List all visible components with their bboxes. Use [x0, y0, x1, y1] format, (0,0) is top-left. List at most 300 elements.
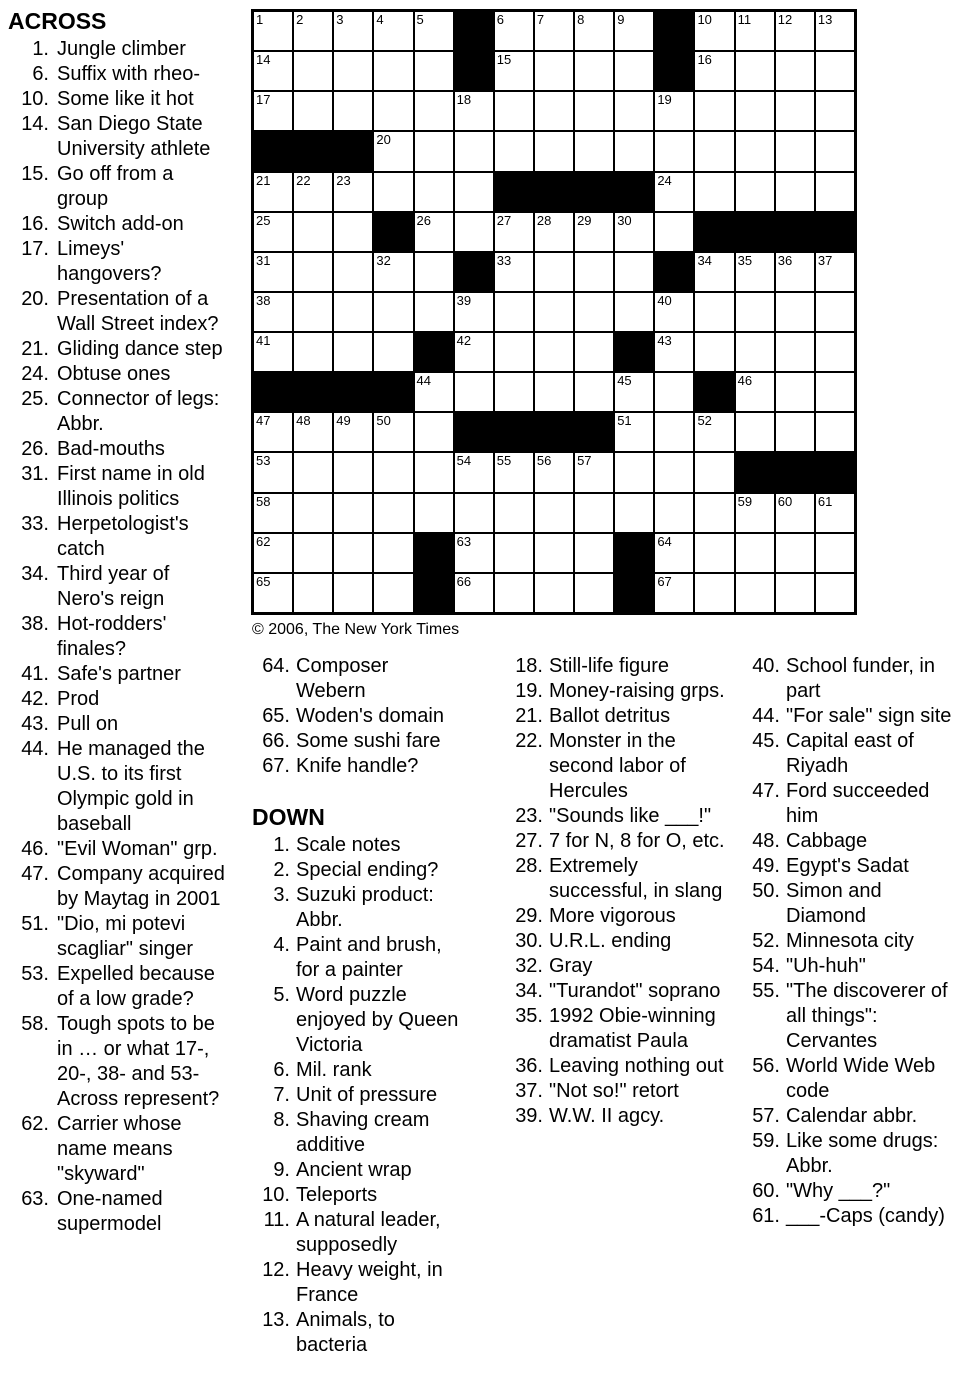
- grid-cell-7-12[interactable]: [695, 253, 733, 291]
- cell-number: 49: [336, 413, 351, 429]
- clue-down-23: [505, 804, 726, 829]
- grid-cell-11-14[interactable]: [776, 413, 814, 451]
- grid-cell-10-6[interactable]: [455, 373, 493, 411]
- grid-cell-13-3[interactable]: [334, 494, 372, 532]
- clue-down-36: [505, 1054, 726, 1079]
- grid-cell-7-1[interactable]: [254, 253, 292, 291]
- clue-across-38: [8, 612, 229, 662]
- grid-cell-5-12[interactable]: [695, 173, 733, 211]
- clue-down-49: [742, 854, 958, 879]
- grid-cell-4-5[interactable]: [415, 132, 453, 170]
- clue-number: 11.: [263, 1209, 290, 1231]
- clue-down-4: [252, 933, 462, 983]
- grid-cell-4-7[interactable]: [495, 132, 533, 170]
- grid-cell-11-13[interactable]: [736, 413, 774, 451]
- clue-down-5: [252, 983, 462, 1058]
- grid-cell-13-9[interactable]: [575, 494, 613, 532]
- grid-cell-6-7[interactable]: [495, 213, 533, 251]
- grid-cell-12-3[interactable]: [334, 453, 372, 491]
- clue-across-15: [8, 162, 229, 212]
- clue-across-66: [252, 729, 462, 754]
- clue-number: 19.: [515, 680, 543, 702]
- grid-cell-6-11[interactable]: [655, 213, 693, 251]
- grid-cell-13-12[interactable]: [695, 494, 733, 532]
- grid-cell-5-15[interactable]: [816, 173, 854, 211]
- grid-cell-5-14[interactable]: [776, 173, 814, 211]
- grid-cell-12-12[interactable]: [695, 453, 733, 491]
- grid-cell-15-8[interactable]: [535, 574, 573, 612]
- grid-cell-8-7[interactable]: [495, 293, 533, 331]
- grid-cell-3-12[interactable]: [695, 92, 733, 130]
- grid-cell-15-14[interactable]: [776, 574, 814, 612]
- clue-across-6: [8, 62, 229, 87]
- grid-cell-8-9[interactable]: [575, 293, 613, 331]
- grid-cell-9-13[interactable]: [736, 333, 774, 371]
- clue-text: Scale notes: [296, 834, 401, 856]
- grid-cell-15-9[interactable]: [575, 574, 613, 612]
- grid-cell-10-7[interactable]: [495, 373, 533, 411]
- cell-number: 18: [456, 92, 472, 108]
- grid-cell-9-12[interactable]: [695, 333, 733, 371]
- grid-cell-9-14[interactable]: [776, 333, 814, 371]
- down-clue-list-2: [505, 654, 726, 1129]
- cell-number: 33: [496, 252, 512, 268]
- grid-cell-5-1[interactable]: [254, 173, 292, 211]
- grid-cell-9-8[interactable]: [535, 333, 573, 371]
- grid-cell-7-13[interactable]: [736, 253, 774, 291]
- clue-text: Switch add-on: [57, 213, 184, 235]
- grid-cell-5-2[interactable]: [294, 173, 332, 211]
- cell-number: 48: [296, 413, 311, 429]
- clue-number: 47.: [752, 780, 780, 802]
- grid-cell-3-14[interactable]: [776, 92, 814, 130]
- grid-cell-8-1[interactable]: [254, 293, 292, 331]
- cell-number: 15: [496, 52, 512, 68]
- grid-cell-12-1[interactable]: [254, 453, 292, 491]
- clue-text: World Wide Web code: [786, 1055, 936, 1102]
- cell-number: 14: [256, 52, 271, 68]
- across-clues-column: [8, 8, 229, 1237]
- grid-cell-13-2[interactable]: [294, 494, 332, 532]
- grid-cell-12-7[interactable]: [495, 453, 533, 491]
- clue-down-55: [742, 979, 958, 1054]
- grid-cell-12-6[interactable]: [455, 453, 493, 491]
- grid-cell-3-9[interactable]: [575, 92, 613, 130]
- grid-cell-14-12[interactable]: [695, 534, 733, 572]
- clue-text: Suffix with rheo-: [57, 63, 201, 85]
- clue-across-31: [8, 462, 229, 512]
- clue-number: 7.: [273, 1084, 290, 1106]
- grid-cell-14-8[interactable]: [535, 534, 573, 572]
- grid-cell-12-10[interactable]: [615, 453, 653, 491]
- grid-cell-14-1[interactable]: [254, 534, 292, 572]
- grid-cell-11-15[interactable]: [816, 413, 854, 451]
- clue-text: Connector of legs: Abbr.: [57, 388, 220, 435]
- grid-cell-14-4[interactable]: [374, 534, 412, 572]
- grid-cell-2-3[interactable]: [334, 52, 372, 90]
- grid-cell-8-2[interactable]: [294, 293, 332, 331]
- grid-cell-5-4[interactable]: [374, 173, 412, 211]
- grid-cell-1-1[interactable]: [254, 12, 292, 50]
- across-clue-list-1: [8, 37, 229, 1237]
- grid-cell-11-2[interactable]: [294, 413, 332, 451]
- grid-cell-9-4[interactable]: [374, 333, 412, 371]
- clue-text: Herpetologist's catch: [57, 513, 189, 560]
- cell-number: 58: [256, 493, 271, 509]
- grid-cell-13-6[interactable]: [455, 494, 493, 532]
- grid-cell-13-1[interactable]: [254, 494, 292, 532]
- grid-cell-8-12[interactable]: [695, 293, 733, 331]
- cell-number: 38: [256, 292, 271, 308]
- grid-cell-4-13[interactable]: [736, 132, 774, 170]
- grid-cell-10-13[interactable]: [736, 373, 774, 411]
- grid-cell-10-9[interactable]: [575, 373, 613, 411]
- grid-cell-12-9[interactable]: [575, 453, 613, 491]
- clue-number: 31.: [21, 463, 49, 485]
- grid-cell-4-6[interactable]: [455, 132, 493, 170]
- cell-number: 16: [697, 52, 712, 68]
- clue-number: 21.: [21, 338, 49, 360]
- grid-cell-1-13[interactable]: [736, 12, 774, 50]
- grid-cell-7-5[interactable]: [415, 253, 453, 291]
- clue-number: 25.: [21, 388, 49, 410]
- grid-cell-2-2[interactable]: [294, 52, 332, 90]
- grid-cell-7-9[interactable]: [575, 253, 613, 291]
- grid-cell-2-8[interactable]: [535, 52, 573, 90]
- grid-cell-3-3[interactable]: [334, 92, 372, 130]
- grid-cell-1-12[interactable]: [695, 12, 733, 50]
- clue-number: 55.: [752, 980, 780, 1002]
- clue-text: "Turandot" soprano: [549, 980, 721, 1002]
- grid-cell-9-6[interactable]: [455, 333, 493, 371]
- black-square: [575, 173, 613, 211]
- clue-number: 54.: [752, 955, 780, 977]
- grid-cell-5-13[interactable]: [736, 173, 774, 211]
- clue-across-51: [8, 912, 229, 962]
- clue-text: Leaving nothing out: [549, 1055, 724, 1077]
- cell-number: 1: [256, 12, 264, 27]
- cell-number: 62: [256, 533, 271, 549]
- grid-cell-2-7[interactable]: [495, 52, 533, 90]
- clue-text: U.R.L. ending: [549, 930, 672, 952]
- grid-cell-6-9[interactable]: [575, 213, 613, 251]
- grid-cell-8-14[interactable]: [776, 293, 814, 331]
- clue-down-28: [505, 854, 726, 904]
- grid-cell-7-2[interactable]: [294, 253, 332, 291]
- grid-cell-1-8[interactable]: [535, 12, 573, 50]
- clue-down-37: [505, 1079, 726, 1104]
- clue-number: 44.: [752, 705, 780, 727]
- clue-number: 59.: [752, 1130, 780, 1152]
- grid-cell-15-11[interactable]: [655, 574, 693, 612]
- black-square: [415, 574, 453, 612]
- clue-text: Extremely successful, in slang: [549, 855, 723, 902]
- grid-cell-2-14[interactable]: [776, 52, 814, 90]
- grid-cell-12-11[interactable]: [655, 453, 693, 491]
- clue-number: 64.: [262, 655, 290, 677]
- grid-cell-14-13[interactable]: [736, 534, 774, 572]
- grid-cell-6-8[interactable]: [535, 213, 573, 251]
- grid-cell-6-10[interactable]: [615, 213, 653, 251]
- grid-cell-5-3[interactable]: [334, 173, 372, 211]
- grid-cell-3-1[interactable]: [254, 92, 292, 130]
- black-square: [495, 413, 533, 451]
- grid-cell-3-4[interactable]: [374, 92, 412, 130]
- grid-cell-7-15[interactable]: [816, 253, 854, 291]
- clue-down-29: [505, 904, 726, 929]
- grid-cell-9-9[interactable]: [575, 333, 613, 371]
- grid-cell-7-8[interactable]: [535, 253, 573, 291]
- cell-number: 29: [577, 212, 592, 228]
- grid-cell-12-2[interactable]: [294, 453, 332, 491]
- black-square: [695, 373, 733, 411]
- clue-text: Shaving cream additive: [296, 1109, 430, 1156]
- grid-cell-9-11[interactable]: [655, 333, 693, 371]
- cell-number: 51: [617, 413, 632, 429]
- grid-cell-8-8[interactable]: [535, 293, 573, 331]
- grid-cell-3-11[interactable]: [655, 92, 693, 130]
- grid-cell-13-13[interactable]: [736, 494, 774, 532]
- grid-cell-4-14[interactable]: [776, 132, 814, 170]
- clue-number: 24.: [21, 363, 49, 385]
- grid-cell-14-15[interactable]: [816, 534, 854, 572]
- grid-cell-11-11[interactable]: [655, 413, 693, 451]
- grid-cell-9-3[interactable]: [334, 333, 372, 371]
- grid-cell-7-3[interactable]: [334, 253, 372, 291]
- grid-cell-3-2[interactable]: [294, 92, 332, 130]
- clue-number: 27.: [515, 830, 543, 852]
- grid-cell-7-10[interactable]: [615, 253, 653, 291]
- clue-text: Jungle climber: [57, 38, 186, 60]
- grid-cell-9-15[interactable]: [816, 333, 854, 371]
- grid-cell-15-4[interactable]: [374, 574, 412, 612]
- clue-text: Simon and Diamond: [786, 880, 882, 927]
- grid-cell-9-2[interactable]: [294, 333, 332, 371]
- black-square: [415, 333, 453, 371]
- grid-cell-6-3[interactable]: [334, 213, 372, 251]
- grid-cell-2-4[interactable]: [374, 52, 412, 90]
- clue-text: Prod: [57, 688, 100, 710]
- clue-across-20: [8, 287, 229, 337]
- clue-number: 10.: [262, 1184, 290, 1206]
- grid-cell-14-3[interactable]: [334, 534, 372, 572]
- grid-cell-14-2[interactable]: [294, 534, 332, 572]
- grid-cell-15-13[interactable]: [736, 574, 774, 612]
- grid-cell-5-5[interactable]: [415, 173, 453, 211]
- grid-cell-11-1[interactable]: [254, 413, 292, 451]
- black-square: [254, 373, 292, 411]
- grid-cell-15-2[interactable]: [294, 574, 332, 612]
- grid-cell-11-10[interactable]: [615, 413, 653, 451]
- grid-cell-3-13[interactable]: [736, 92, 774, 130]
- grid-cell-4-11[interactable]: [655, 132, 693, 170]
- clue-number: 16.: [21, 213, 49, 235]
- clue-number: 61.: [752, 1205, 780, 1227]
- grid-cell-13-14[interactable]: [776, 494, 814, 532]
- grid-cell-10-14[interactable]: [776, 373, 814, 411]
- clue-number: 28.: [515, 855, 543, 877]
- grid-cell-9-7[interactable]: [495, 333, 533, 371]
- grid-cell-10-8[interactable]: [535, 373, 573, 411]
- grid-cell-8-5[interactable]: [415, 293, 453, 331]
- grid-cell-8-11[interactable]: [655, 293, 693, 331]
- grid-cell-1-15[interactable]: [816, 12, 854, 50]
- black-square: [816, 213, 854, 251]
- grid-cell-15-12[interactable]: [695, 574, 733, 612]
- grid-cell-4-12[interactable]: [695, 132, 733, 170]
- cell-number: 56: [536, 453, 552, 469]
- grid-cell-2-9[interactable]: [575, 52, 613, 90]
- clue-text: Woden's domain: [296, 705, 444, 727]
- clue-text: Still-life figure: [549, 655, 670, 677]
- clue-text: Animals, to bacteria: [296, 1309, 395, 1356]
- grid-cell-10-10[interactable]: [615, 373, 653, 411]
- grid-cell-2-15[interactable]: [816, 52, 854, 90]
- cell-number: 7: [536, 12, 545, 27]
- black-square: [776, 213, 814, 251]
- grid-cell-6-5[interactable]: [415, 213, 453, 251]
- grid-cell-8-4[interactable]: [374, 293, 412, 331]
- grid-cell-7-7[interactable]: [495, 253, 533, 291]
- black-square: [455, 413, 493, 451]
- grid-cell-10-15[interactable]: [816, 373, 854, 411]
- grid-cell-5-11[interactable]: [655, 173, 693, 211]
- grid-cell-10-5[interactable]: [415, 373, 453, 411]
- cell-number: 32: [376, 252, 391, 268]
- grid-cell-11-3[interactable]: [334, 413, 372, 451]
- grid-cell-1-5[interactable]: [415, 12, 453, 50]
- grid-cell-1-9[interactable]: [575, 12, 613, 50]
- grid-cell-15-1[interactable]: [254, 574, 292, 612]
- grid-cell-14-7[interactable]: [495, 534, 533, 572]
- grid-cell-7-4[interactable]: [374, 253, 412, 291]
- grid-cell-13-11[interactable]: [655, 494, 693, 532]
- grid-cell-13-7[interactable]: [495, 494, 533, 532]
- cell-number: 17: [256, 92, 271, 108]
- grid-cell-1-7[interactable]: [495, 12, 533, 50]
- grid-cell-4-9[interactable]: [575, 132, 613, 170]
- grid-cell-13-4[interactable]: [374, 494, 412, 532]
- grid-cell-3-15[interactable]: [816, 92, 854, 130]
- grid-cell-4-15[interactable]: [816, 132, 854, 170]
- grid-cell-1-2[interactable]: [294, 12, 332, 50]
- grid-cell-10-11[interactable]: [655, 373, 693, 411]
- clue-number: 35.: [515, 1005, 543, 1027]
- cell-number: 13: [817, 12, 833, 27]
- grid-cell-5-6[interactable]: [455, 173, 493, 211]
- clue-text: Special ending?: [296, 859, 439, 881]
- grid-cell-8-13[interactable]: [736, 293, 774, 331]
- grid-cell-14-11[interactable]: [655, 534, 693, 572]
- clue-number: 40.: [752, 655, 780, 677]
- grid-cell-15-7[interactable]: [495, 574, 533, 612]
- grid-cell-14-9[interactable]: [575, 534, 613, 572]
- clue-text: Tough spots to be in … or what 17-, 20-, 38- and 53-Across represent?: [57, 1013, 220, 1110]
- grid-cell-4-10[interactable]: [615, 132, 653, 170]
- grid-cell-15-15[interactable]: [816, 574, 854, 612]
- grid-cell-4-4[interactable]: [374, 132, 412, 170]
- grid-cell-8-3[interactable]: [334, 293, 372, 331]
- clue-down-39: [505, 1104, 726, 1129]
- clue-text: "Not so!" retort: [549, 1080, 679, 1102]
- grid-cell-3-8[interactable]: [535, 92, 573, 130]
- grid-cell-12-4[interactable]: [374, 453, 412, 491]
- clue-number: 18.: [515, 655, 543, 677]
- clue-text: Expelled because of a low grade?: [57, 963, 215, 1010]
- grid-cell-2-13[interactable]: [736, 52, 774, 90]
- grid-cell-3-10[interactable]: [615, 92, 653, 130]
- clue-down-59: [742, 1129, 958, 1179]
- grid-cell-6-1[interactable]: [254, 213, 292, 251]
- clue-down-27: [505, 829, 726, 854]
- grid-cell-3-7[interactable]: [495, 92, 533, 130]
- grid-cell-6-6[interactable]: [455, 213, 493, 251]
- grid-cell-13-8[interactable]: [535, 494, 573, 532]
- grid-cell-2-5[interactable]: [415, 52, 453, 90]
- clue-number: 46.: [21, 838, 49, 860]
- grid-cell-8-10[interactable]: [615, 293, 653, 331]
- clue-number: 52.: [752, 930, 780, 952]
- grid-cell-6-2[interactable]: [294, 213, 332, 251]
- grid-cell-12-5[interactable]: [415, 453, 453, 491]
- grid-cell-15-6[interactable]: [455, 574, 493, 612]
- clue-text: 1992 Obie-winning dramatist Paula: [549, 1005, 716, 1052]
- grid-cell-9-1[interactable]: [254, 333, 292, 371]
- clue-number: 63.: [21, 1188, 49, 1210]
- grid-cell-2-10[interactable]: [615, 52, 653, 90]
- grid-cell-1-14[interactable]: [776, 12, 814, 50]
- clue-text: Carrier whose name means "skyward": [57, 1113, 182, 1185]
- grid-cell-15-3[interactable]: [334, 574, 372, 612]
- grid-cell-1-10[interactable]: [615, 12, 653, 50]
- grid-cell-7-14[interactable]: [776, 253, 814, 291]
- clue-across-62: [8, 1112, 229, 1187]
- grid-cell-8-6[interactable]: [455, 293, 493, 331]
- clue-down-54: [742, 954, 958, 979]
- grid-cell-13-15[interactable]: [816, 494, 854, 532]
- cell-number: 23: [336, 172, 351, 188]
- clues-column-3: [505, 654, 726, 1129]
- black-square: [575, 413, 613, 451]
- grid-cell-2-12[interactable]: [695, 52, 733, 90]
- grid-cell-13-10[interactable]: [615, 494, 653, 532]
- grid-cell-8-15[interactable]: [816, 293, 854, 331]
- clue-number: 6.: [32, 63, 49, 85]
- clue-text: Mil. rank: [296, 1059, 372, 1081]
- grid-cell-12-8[interactable]: [535, 453, 573, 491]
- grid-cell-3-5[interactable]: [415, 92, 453, 130]
- grid-cell-14-14[interactable]: [776, 534, 814, 572]
- grid-cell-11-5[interactable]: [415, 413, 453, 451]
- grid-cell-1-4[interactable]: [374, 12, 412, 50]
- clue-across-10: [8, 87, 229, 112]
- grid-cell-3-6[interactable]: [455, 92, 493, 130]
- cell-number: 57: [577, 453, 592, 469]
- grid-cell-1-3[interactable]: [334, 12, 372, 50]
- cell-number: 53: [256, 453, 271, 469]
- grid-cell-2-1[interactable]: [254, 52, 292, 90]
- cell-number: 30: [617, 212, 632, 228]
- grid-cell-11-4[interactable]: [374, 413, 412, 451]
- clues-column-2: [252, 654, 462, 1358]
- grid-cell-4-8[interactable]: [535, 132, 573, 170]
- grid-cell-11-12[interactable]: [695, 413, 733, 451]
- clue-number: 3.: [273, 884, 290, 906]
- clue-text: Company acquired by Maytag in 2001: [57, 863, 225, 910]
- grid-cell-13-5[interactable]: [415, 494, 453, 532]
- clue-number: 38.: [21, 613, 49, 635]
- grid-cell-14-6[interactable]: [455, 534, 493, 572]
